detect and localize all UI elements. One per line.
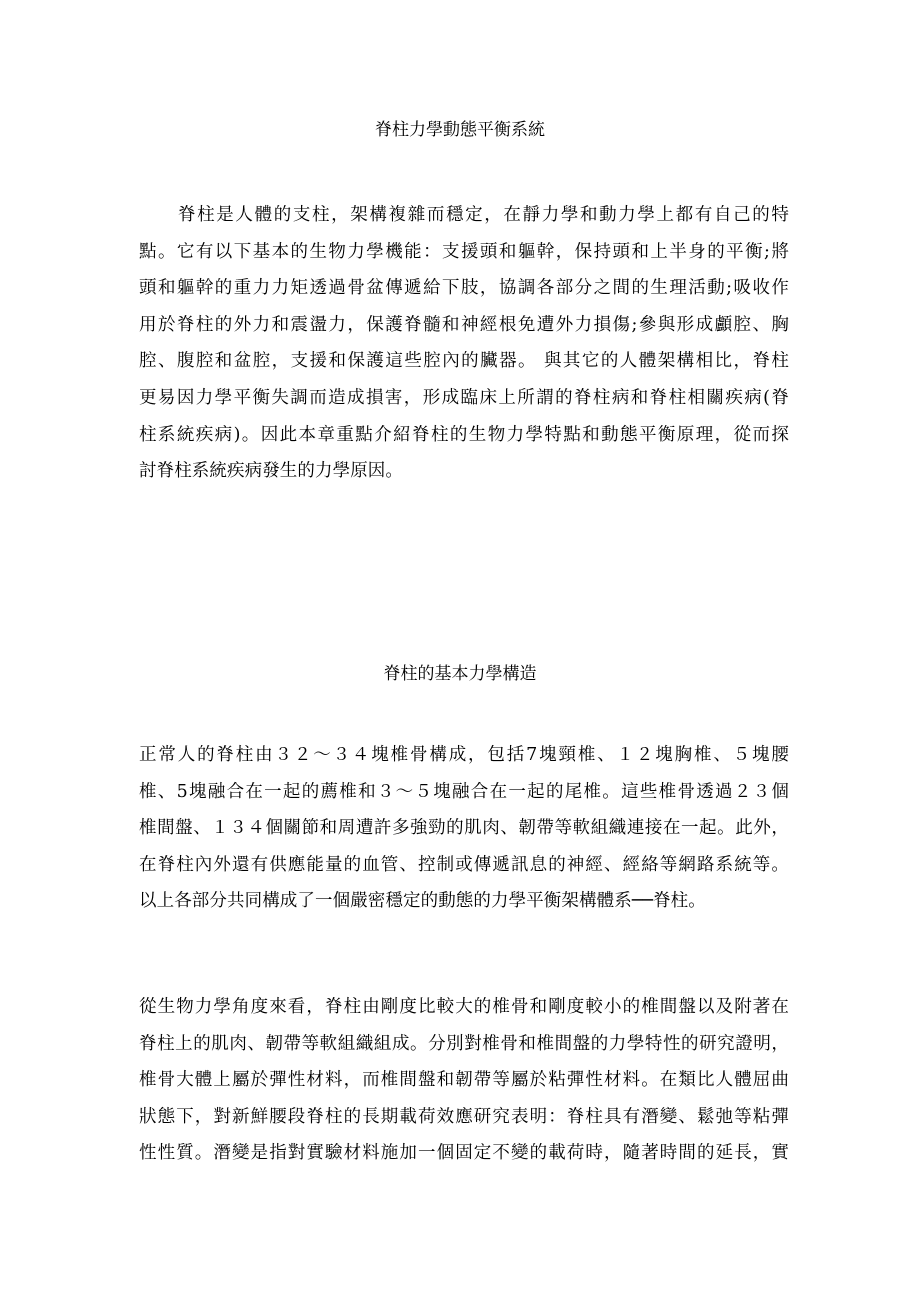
structure-line: 在脊柱內外還有供應能量的血管、控制或傳遞訊息的神經、經絡等網路系統等。 (139, 854, 789, 875)
biomechanics-paragraph (139, 989, 789, 1172)
structure-line: 椎間盤、１３４個關節和周遭許多強勁的肌肉、韌帶等軟組織連接在一起。此外， (139, 818, 789, 839)
intro-line: 腔、腹腔和盆腔，支援和保護這些腔內的臟器。 與其它的人體架構相比，脊柱 (139, 351, 789, 372)
intro-line: 更易因力學平衡失調而造成損害，形成臨床上所謂的脊柱病和脊柱相關疾病(脊 (139, 387, 789, 408)
intro-line: 用於脊柱的外力和震盪力，保護脊髓和神經根免遭外力損傷;參與形成顱腔、胸 (139, 314, 789, 335)
intro-line: 點。它有以下基本的生物力學機能：支援頭和軀幹，保持頭和上半身的平衡;將 (139, 241, 789, 262)
structure-line: 以上各部分共同構成了一個嚴密穩定的動態的力學平衡架構體系──脊柱。 (139, 891, 706, 912)
structure-line: 正常人的脊柱由３２～３４塊椎骨構成，包括7塊頸椎、１２塊胸椎、５塊腰 (139, 745, 789, 765)
biomechanics-line: 從生物力學角度來看，脊柱由剛度比較大的椎骨和剛度較小的椎間盤以及附著在 (139, 997, 789, 1017)
section-title: 脊柱的基本力學構造 (383, 664, 537, 684)
biomechanics-line: 椎骨大體上屬於彈性材料，而椎間盤和韌帶等屬於粘彈性材料。在類比人體屈曲 (139, 1070, 789, 1091)
intro-line: 柱系統疾病)。因此本章重點介紹脊柱的生物力學特點和動態平衡原理，從而探 (139, 424, 789, 445)
biomechanics-line: 狀態下，對新鮮腰段脊柱的長期載荷效應研究表明：脊柱具有潛變、鬆弛等粘彈 (139, 1106, 789, 1127)
structure-line: 椎、5塊融合在一起的薦椎和３～５塊融合在一起的尾椎。這些椎骨透過２３個 (139, 781, 789, 802)
intro-paragraph (139, 197, 789, 490)
intro-line: 頭和軀幹的重力力矩透過骨盆傳遞給下肢，協調各部分之間的生理活動;吸收作 (139, 278, 789, 299)
biomechanics-line: 脊柱上的肌肉、韌帶等軟組織組成。分別對椎骨和椎間盤的力學特性的研究證明， (139, 1033, 789, 1054)
document-title: 脊柱力學動態平衡系統 (375, 120, 545, 140)
biomechanics-line: 性性質。潛變是指對實驗材料施加一個固定不變的載荷時，隨著時間的延長，實 (139, 1143, 789, 1164)
intro-line: 討脊柱系統疾病發生的力學原因。 (139, 461, 403, 482)
structure-paragraph (139, 737, 789, 920)
intro-line: 脊柱是人體的支柱，架構複雜而穩定，在靜力學和動力學上都有自己的特 (178, 205, 789, 225)
